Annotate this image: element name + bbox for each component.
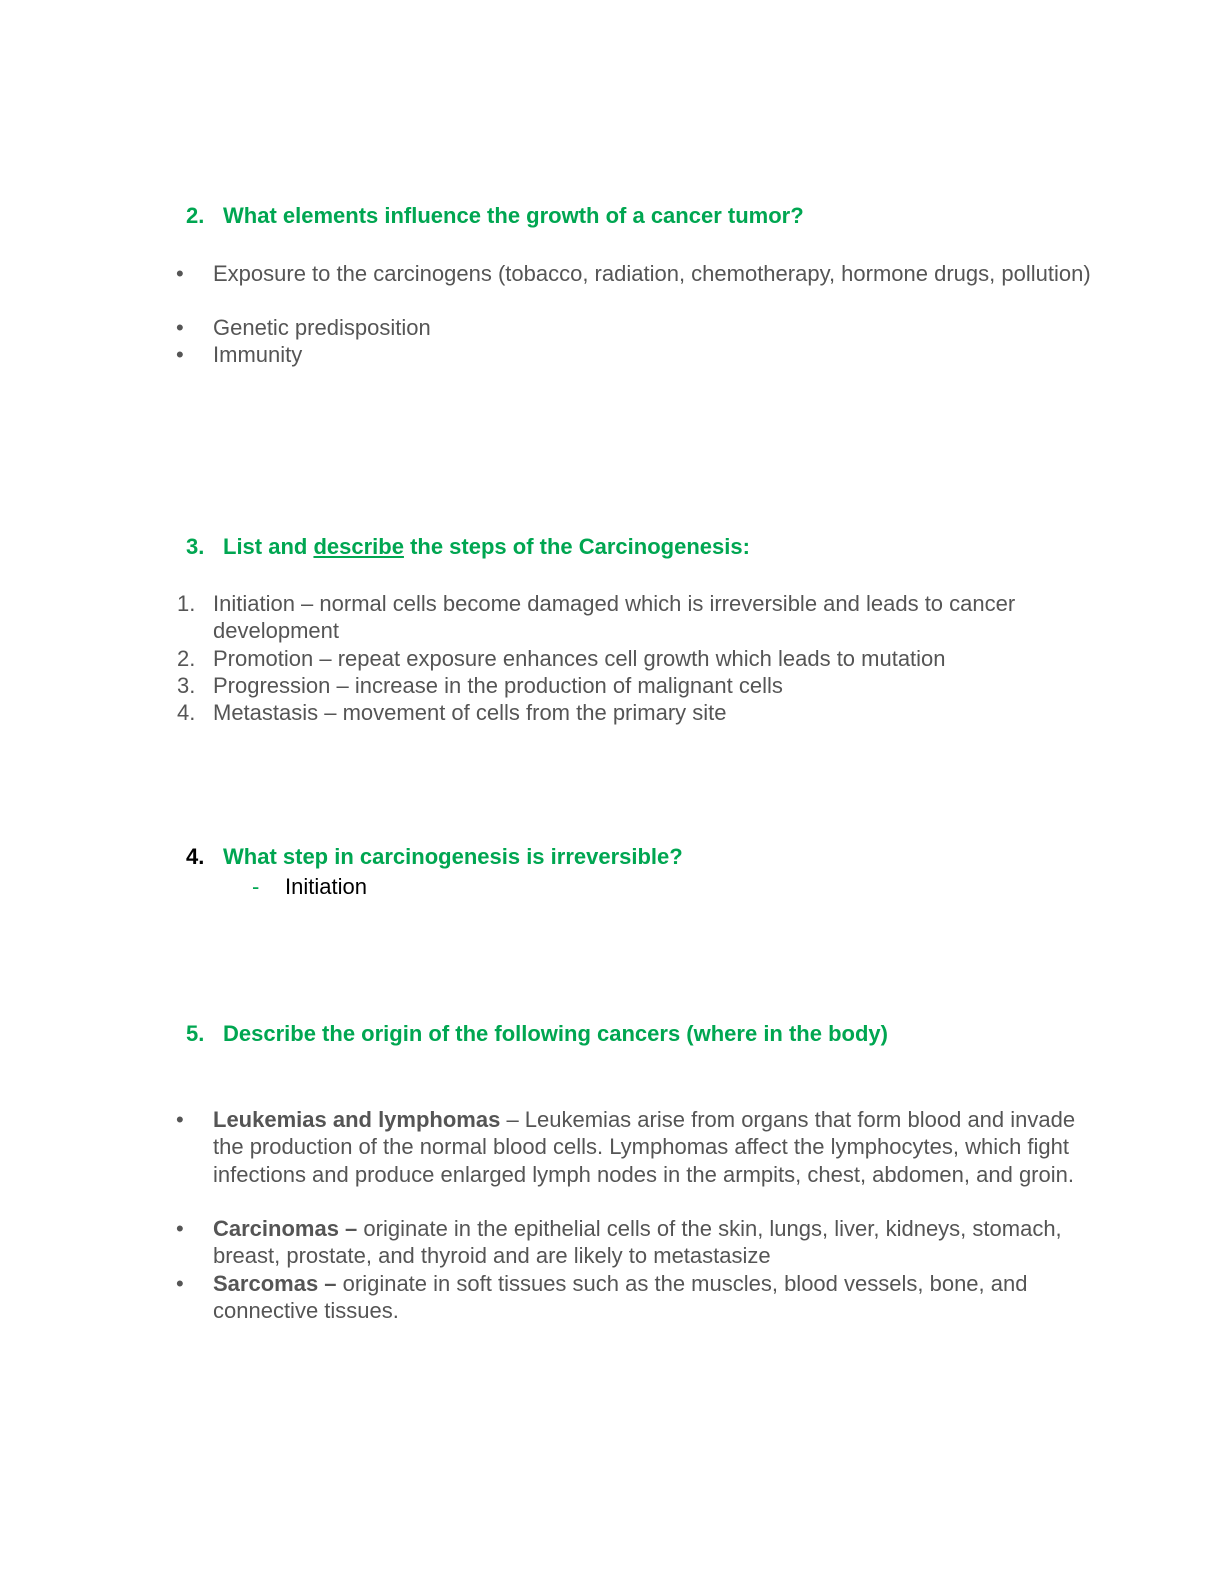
question-text: What step in carcinogenesis is irreversible? [223,844,683,869]
list-item: • Immunity [176,342,303,367]
list-item: 2. Promotion – repeat exposure enhances cell growth which leads to mutation [177,646,946,671]
list-number: 2. [177,646,196,671]
question-number: 3. [186,534,205,559]
list-item: • Sarcomas – originate in soft tissues such as the muscles, blood vessels, bone, and connective tissues. [176,1271,1028,1324]
answer-text: Initiation [285,874,367,899]
bullet-icon: • [176,342,184,367]
question-number: 5. [186,1021,205,1046]
bullet-icon: • [176,1107,184,1132]
question-text: Describe the origin of the following cancers (where in the body) [223,1021,888,1046]
list-item: 1. Initiation – normal cells become damaged which is irreversible and leads to cancer development [177,591,1016,644]
question-text: What elements influence the growth of a cancer tumor? [223,203,804,228]
list-item: 3. Progression – increase in the production of malignant cells [177,673,783,698]
question-3-heading: 3. List and describe the steps of the Carcinogenesis: [186,534,750,559]
question-number: 2. [186,203,205,228]
dash-icon: - [252,874,260,899]
list-number: 3. [177,673,196,698]
list-item: • Leukemias and lymphomas – Leukemias arise from organs that form blood and invade the production of the normal blood cells. Lymphomas affect the lymphocytes, which fight infections and produce enlarged lymph nodes in the armpits, chest, abdomen, and groin. [176,1107,1076,1187]
question-number: 4. [186,844,205,869]
bullet-icon: • [176,315,184,340]
list-number: 4. [177,700,196,725]
term: Sarcomas – [213,1271,337,1296]
question-2-heading [186,203,804,229]
term: Leukemias and lymphomas [213,1107,501,1132]
question-5-heading [186,1021,888,1047]
list-item: • Carcinomas – originate in the epithelial cells of the skin, lungs, liver, kidneys, stomach, breast, prostate, and thyroid and are likely to metastasize [176,1216,1062,1269]
question-4-heading [186,844,683,870]
bullet-icon: • [176,1271,184,1296]
underlined-word: describe [313,534,404,559]
bullet-icon: • [176,261,184,286]
list-item: • Genetic predisposition [176,315,431,340]
list-item: 4. Metastasis – movement of cells from the primary site [177,700,727,725]
bullet-icon: • [176,1216,184,1241]
term: Carcinomas – [213,1216,358,1241]
list-number: 1. [177,591,196,616]
list-item: • Exposure to the carcinogens (tobacco, radiation, chemotherapy, hormone drugs, pollution) [176,261,1091,286]
